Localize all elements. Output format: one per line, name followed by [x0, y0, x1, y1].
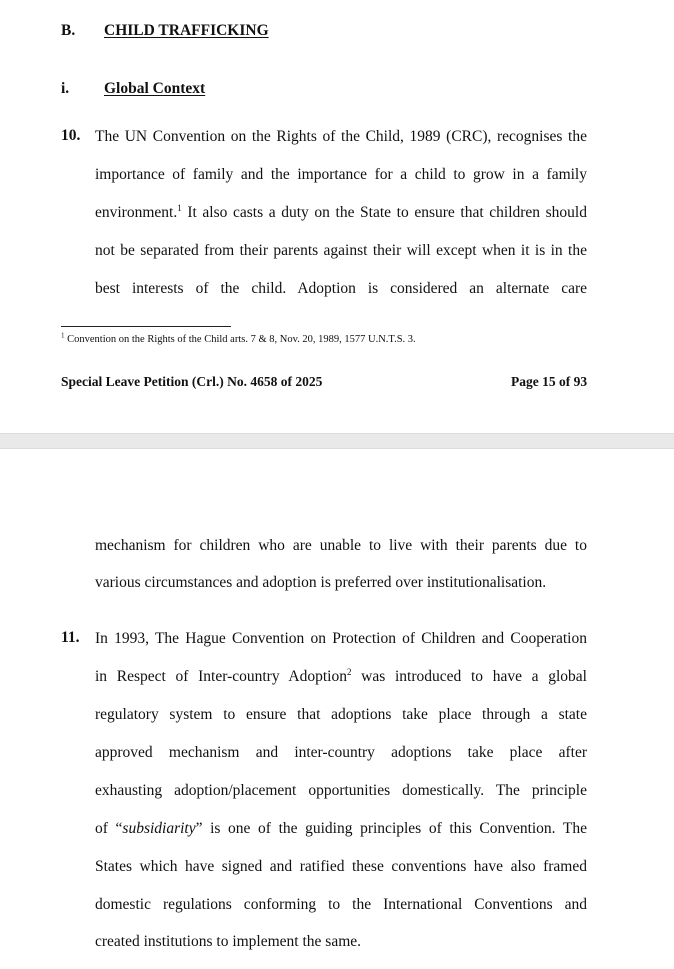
- footnote-marker: 1: [61, 331, 65, 340]
- case-number-footer: Special Leave Petition (Crl.) No. 4658 of 2025: [61, 374, 323, 389]
- footnote-ref-1[interactable]: 1: [177, 202, 182, 213]
- footnote-ref-2[interactable]: 2: [346, 666, 352, 677]
- paragraph-11-line-6: of “subsidiarity” is one of the guiding principles of this Convention. The: [95, 820, 587, 837]
- paragraph-number-10: 10.: [61, 127, 81, 144]
- subsidiarity-term: subsidiarity: [122, 820, 196, 837]
- paragraph-10-line-5: best interests of the child. Adoption is considered an alternate care: [95, 280, 587, 297]
- paragraph-11-line-2: in Respect of Inter-country Adoption$^2$ was introduced to have a global: [95, 666, 587, 685]
- document-page-16: [0, 449, 674, 969]
- section-title: CHILD TRAFFICKING: [104, 22, 269, 39]
- paragraph-10-cont-line-2: various circumstances and adoption is preferred over institutionalisation.: [95, 574, 547, 591]
- paragraph-11-line-1: In 1993, The Hague Convention on Protection of Children and Cooperation: [95, 630, 587, 647]
- paragraph-11-line-9: created institutions to implement the same.: [95, 933, 362, 950]
- page-number-footer: Page 15 of 93: [511, 374, 588, 389]
- footnote-1: [61, 331, 416, 345]
- footnote-text: Convention on the Rights of the Child arts. 7 & 8, Nov. 20, 1989, 1577 U.N.T.S. 3.: [64, 334, 416, 345]
- paragraph-10-line-1: The UN Convention on the Rights of the Child, 1989 (CRC), recognises the: [95, 128, 587, 145]
- paragraph-10-line-4: not be separated from their parents against their will except when it is in the: [95, 242, 587, 259]
- page-separator: [0, 433, 674, 449]
- subsection-label: i.: [61, 80, 70, 97]
- paragraph-10-cont-line-1: mechanism for children who are unable to live with their parents due to: [95, 537, 587, 554]
- paragraph-11-line-8: domestic regulations conforming to the International Conventions and: [95, 896, 587, 913]
- section-label: B.: [61, 22, 76, 39]
- paragraph-10-line-3: environment.$^1$ It also casts a duty on the State to ensure that children should: [95, 202, 587, 221]
- paragraph-10-line-2: importance of family and the importance for a child to grow in a family: [95, 166, 587, 183]
- paragraph-11-line-4: approved mechanism and inter-country adoptions take place after: [95, 744, 587, 761]
- document-page-15: [0, 0, 674, 433]
- paragraph-11-line-5: exhausting adoption/placement opportunities domestically. The principle: [95, 782, 587, 799]
- footnote-divider: [61, 326, 231, 327]
- paragraph-11-line-7: States which have signed and ratified these conventions have also framed: [95, 858, 587, 875]
- paragraph-11-line-3: regulatory system to ensure that adoptions take place through a state: [95, 706, 587, 723]
- paragraph-number-11: 11.: [61, 629, 80, 646]
- subsection-title: Global Context: [104, 80, 206, 97]
